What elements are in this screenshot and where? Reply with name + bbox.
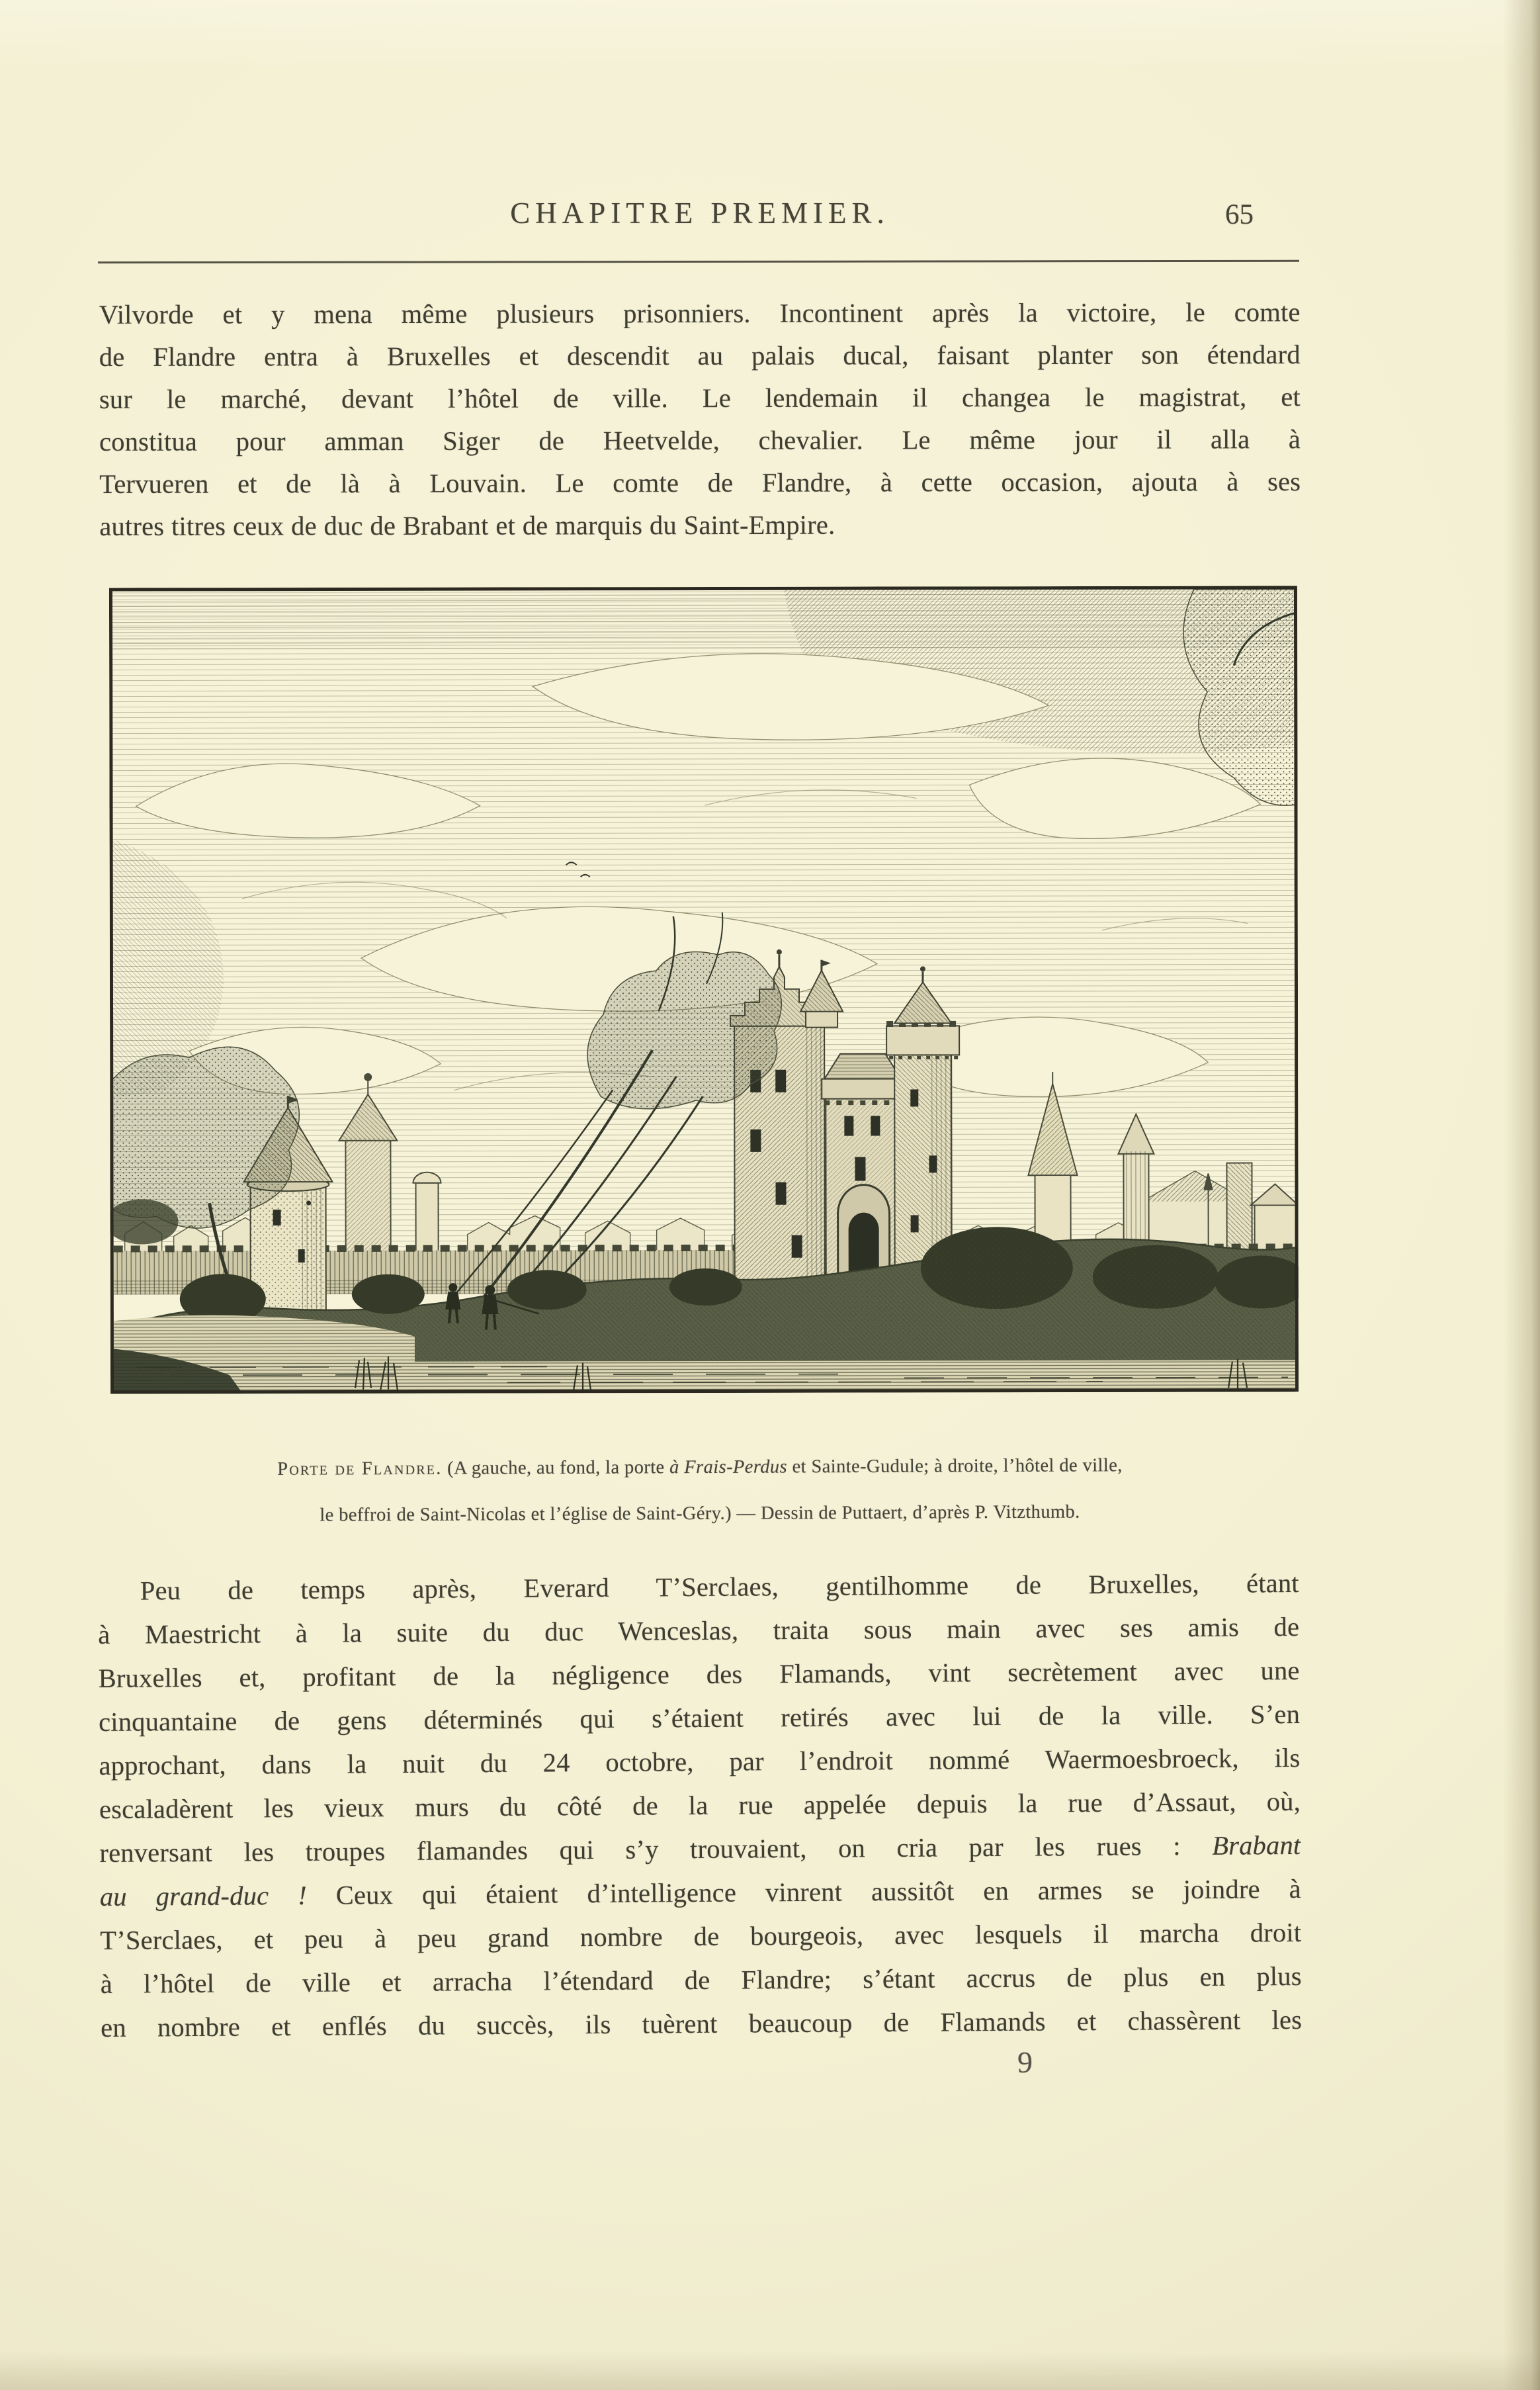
paragraph-1 bbox=[99, 291, 1301, 548]
engraving-svg bbox=[109, 586, 1299, 1394]
chapter-header: CHAPITRE PREMIER. bbox=[510, 197, 890, 230]
text-line bbox=[100, 1867, 1301, 1919]
illustration-caption-line-2: le beffroi de Saint-Nicolas et l’église de Saint-Géry.) — Dessin de Puttaert, d’après P. Vitzthumb. bbox=[320, 1501, 1080, 1526]
text-line: à Maestricht à la suite du duc Wenceslas, traita sous main avec ses amis de bbox=[98, 1611, 1300, 1650]
text-line: sur le marché, devant l’hôtel de ville. Le lendemain il changea le magistrat, et bbox=[99, 382, 1301, 414]
text-run: Ceux qui étaient d’intelligence vinrent aussitôt en armes se joindre à bbox=[306, 1873, 1301, 1910]
text-line: constitua pour amman Siger de Heetvelde, chevalier. Le même jour il alla à bbox=[99, 424, 1301, 457]
signature-mark: 9 bbox=[1017, 2045, 1033, 2079]
text-run: renversant les troupes flamandes qui s’y trouvaient, on cria par les rues : bbox=[99, 1830, 1213, 1868]
caption-italic: à Frais-Perdus bbox=[669, 1456, 788, 1478]
text-line: autres titres ceux de duc de Brabant et de marquis du Saint-Empire. bbox=[99, 509, 835, 541]
text-line: Peu de temps après, Everard T’Serclaes, gentilhomme de Bruxelles, étant bbox=[140, 1568, 1299, 1606]
header-rule bbox=[98, 260, 1299, 264]
text-line: en nombre et enflés du succès, ils tuèrent beaucoup de Flamands et chassèrent les bbox=[101, 2004, 1303, 2043]
illustration-caption-line-1 bbox=[99, 1454, 1301, 1481]
text-line: T’Serclaes, et peu à peu grand nombre de bourgeois, avec lesquels il marcha droit bbox=[100, 1917, 1302, 1955]
text-line: cinquantaine de gens déterminés qui s’étaient retirés avec lui de la ville. S’en bbox=[98, 1699, 1301, 1738]
text-line: de Flandre entra à Bruxelles et descendit au palais ducal, faisant planter son étendard bbox=[99, 339, 1301, 373]
text-line: approchant, dans la nuit du 24 octobre, par l’endroit nommé Waermoesbroeck, ils bbox=[99, 1742, 1301, 1781]
caption-title: Porte de Flandre. bbox=[277, 1458, 443, 1480]
engraver-signature: PUTTAERT bbox=[132, 1363, 196, 1383]
text-line: Tervueren et de là à Louvain. Le comte de Flandre, à cette occasion, ajouta à ses bbox=[99, 466, 1301, 499]
text-line: escaladèrent les vieux murs du côté de la rue appelée depuis la rue d’Assaut, où, bbox=[99, 1786, 1301, 1824]
engraving-porte-de-flandre bbox=[109, 586, 1299, 1394]
caption-text: et Sainte-Gudule; à droite, l’hôtel de ville, bbox=[787, 1455, 1123, 1478]
italic-run: au grand-duc ! bbox=[99, 1880, 308, 1912]
text-line: Bruxelles et, profitant de la négligence des Flamands, vint secrètement avec une bbox=[98, 1655, 1300, 1694]
page-number: 65 bbox=[1225, 199, 1254, 230]
text-line: à l’hôtel de ville et arracha l’étendard de Flandre; s’étant accrus de plus en plus bbox=[100, 1961, 1302, 1999]
paragraph-2 bbox=[98, 1562, 1303, 2050]
italic-run: Brabant bbox=[1212, 1830, 1301, 1861]
caption-text: (A gauche, au fond, la porte bbox=[442, 1457, 670, 1479]
text-line: Vilvorde et y mena même plusieurs prisonniers. Incontinent après la victoire, le comte bbox=[99, 297, 1301, 330]
text-line bbox=[99, 1824, 1301, 1875]
